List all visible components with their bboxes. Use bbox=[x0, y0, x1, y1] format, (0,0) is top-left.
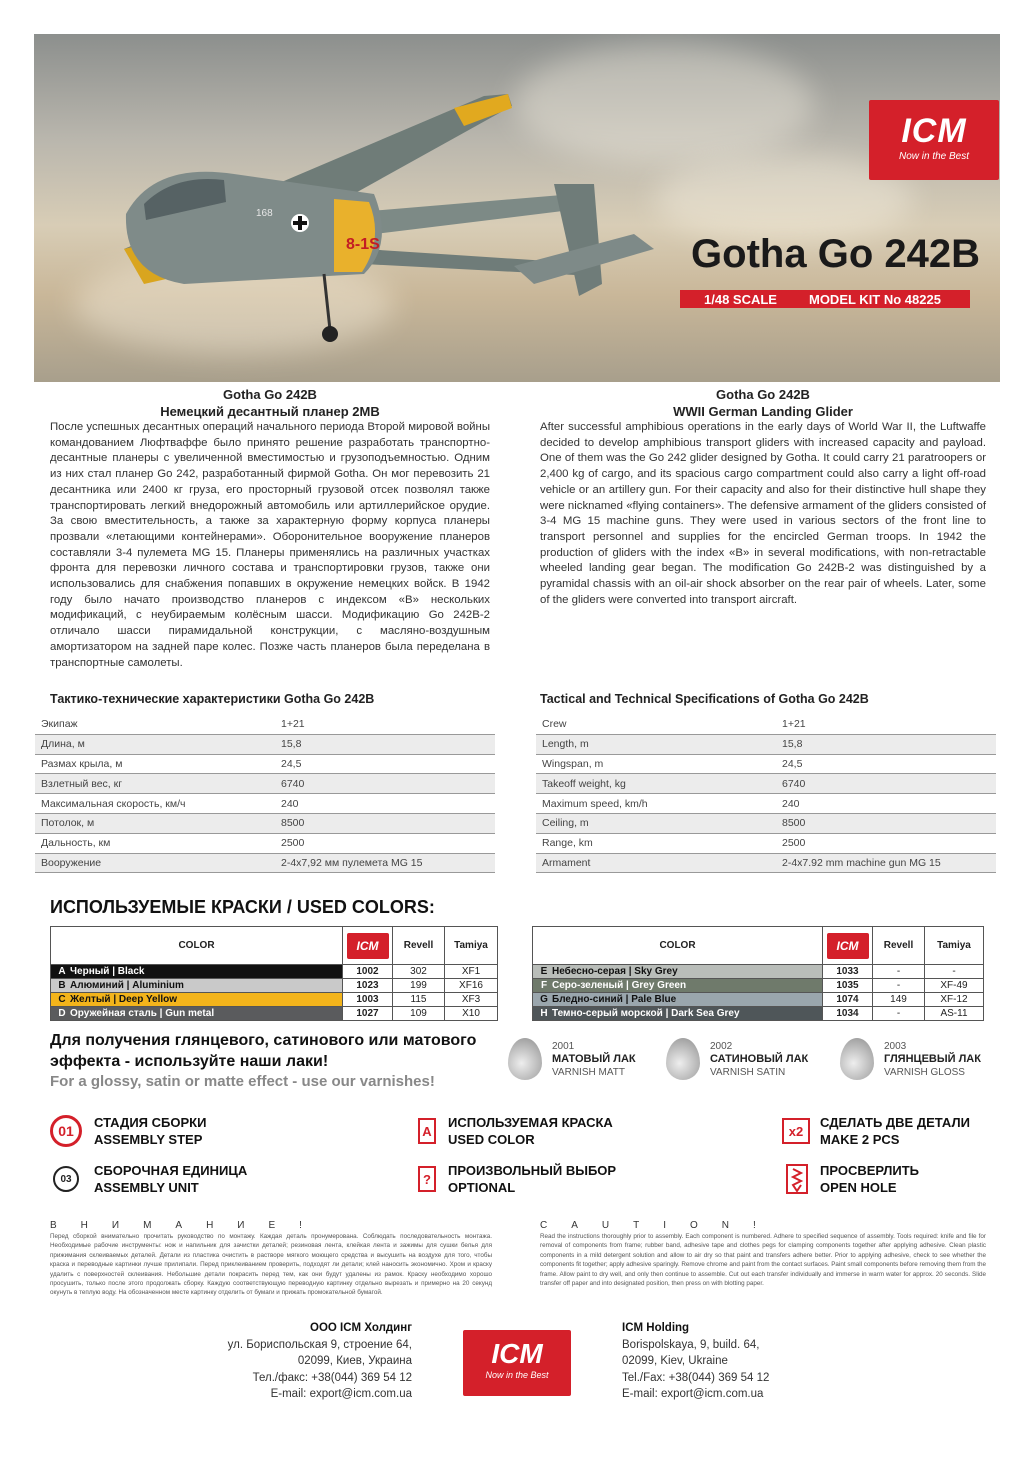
spec-key: Crew bbox=[542, 718, 567, 731]
en-spec-table bbox=[536, 715, 996, 873]
color-letter-icon: A bbox=[418, 1118, 436, 1144]
color-row bbox=[51, 979, 498, 993]
email: E-mail: export@icm.com.ua bbox=[622, 1388, 764, 1400]
color-swatch-name bbox=[51, 1007, 343, 1021]
address-en bbox=[622, 1320, 852, 1403]
legend-en: MAKE 2 PCS bbox=[820, 1132, 900, 1147]
icm-col-header bbox=[343, 927, 393, 965]
spec-row bbox=[536, 794, 996, 814]
logo-text: ICM bbox=[491, 1338, 543, 1369]
address-ru bbox=[200, 1320, 412, 1403]
spec-value: 15,8 bbox=[782, 738, 803, 751]
spec-key: Вооружение bbox=[41, 856, 102, 869]
varnish-ru: ГЛЯНЦЕВЫЙ ЛАК bbox=[884, 1053, 981, 1065]
warning-heading-ru: ВНИМАНИЕ! bbox=[50, 1220, 326, 1231]
spec-value: 240 bbox=[281, 797, 299, 810]
legend-assembly-step bbox=[50, 1114, 206, 1148]
color-row bbox=[51, 993, 498, 1007]
color-icm-code: 1034 bbox=[823, 1007, 873, 1021]
varnish-code: 2002 bbox=[710, 1041, 733, 1052]
ru-title: Gotha Go 242B bbox=[223, 387, 317, 402]
legend-en: ASSEMBLY STEP bbox=[94, 1132, 203, 1147]
color-letter: B bbox=[58, 980, 66, 991]
used-colors-heading: ИСПОЛЬЗУЕМЫЕ КРАСКИ / USED COLORS: bbox=[50, 897, 435, 917]
spec-row bbox=[536, 755, 996, 775]
ru-subtitle: Немецкий десантный планер 2МВ bbox=[160, 404, 380, 419]
en-heading bbox=[540, 386, 986, 420]
address-line: ул. Бориспольская 9, строение 64, bbox=[227, 1338, 412, 1351]
varnish-ru: САТИНОВЫЙ ЛАК bbox=[710, 1053, 809, 1065]
color-letter: H bbox=[540, 1008, 548, 1019]
spec-row bbox=[536, 735, 996, 755]
varnish-satin-label bbox=[710, 1040, 808, 1079]
varnish-note-ru: Для получения глянцевого, сатинового или матового эффекта - используйте наши лаки! bbox=[50, 1032, 477, 1070]
varnish-matt-drop-icon bbox=[508, 1038, 542, 1080]
color-tamiya-code: AS-11 bbox=[925, 1007, 984, 1021]
spec-key: Максимальная скорость, км/ч bbox=[41, 797, 186, 810]
company-ru: ООО ICM Холдинг bbox=[310, 1322, 412, 1334]
en-subtitle: WWII German Landing Glider bbox=[673, 404, 853, 419]
spec-row bbox=[35, 774, 495, 794]
color-name: Алюминий | Aluminium bbox=[70, 980, 184, 991]
color-table-left bbox=[50, 926, 498, 1021]
varnish-matt-label bbox=[552, 1040, 636, 1079]
logo-text: ICM bbox=[901, 112, 967, 150]
ru-heading bbox=[50, 386, 490, 420]
spec-row bbox=[35, 814, 495, 834]
email: E-mail: export@icm.com.ua bbox=[270, 1388, 412, 1400]
color-letter: A bbox=[58, 966, 66, 977]
color-revell-code: 115 bbox=[393, 993, 445, 1007]
color-letter: G bbox=[540, 994, 548, 1005]
spec-row bbox=[536, 854, 996, 874]
legend-make-two bbox=[782, 1114, 970, 1148]
spec-key: Length, m bbox=[542, 738, 589, 751]
legend-text bbox=[448, 1114, 613, 1148]
color-revell-code: 302 bbox=[393, 965, 445, 979]
spec-value: 6740 bbox=[281, 777, 305, 790]
spec-key: Размах крыла, м bbox=[41, 757, 123, 770]
color-name: Черный | Black bbox=[70, 966, 145, 977]
spec-key: Range, km bbox=[542, 837, 593, 850]
legend-en: OPTIONAL bbox=[448, 1180, 516, 1195]
spec-value: 2-4x7.92 mm machine gun MG 15 bbox=[782, 856, 941, 869]
drill-icon bbox=[786, 1164, 808, 1194]
spec-value: 1+21 bbox=[782, 718, 806, 731]
legend-ru: ИСПОЛЬЗУЕМАЯ КРАСКА bbox=[448, 1115, 613, 1130]
page-title: Gotha Go 242B bbox=[691, 232, 980, 276]
legend-text bbox=[94, 1162, 247, 1196]
legend-open-hole bbox=[786, 1162, 919, 1196]
address-line: Borispolskaya, 9, build. 64, bbox=[622, 1338, 760, 1351]
legend-ru: СДЕЛАТЬ ДВЕ ДЕТАЛИ bbox=[820, 1115, 970, 1130]
tamiya-col-header: Tamiya bbox=[925, 927, 984, 965]
color-name: Небесно-серая | Sky Grey bbox=[552, 966, 678, 977]
revell-col-header: Revell bbox=[873, 927, 925, 965]
color-swatch-name bbox=[51, 979, 343, 993]
color-name: Бледно-синий | Pale Blue bbox=[552, 994, 677, 1005]
color-letter: E bbox=[540, 966, 548, 977]
varnish-satin-drop-icon bbox=[666, 1038, 700, 1080]
scale-label: 1/48 SCALE bbox=[704, 292, 777, 307]
icm-footer-logo bbox=[463, 1330, 571, 1396]
warning-text-en: Read the instructions thoroughly prior to assembly. Each component is numbered. Adhere to specified sequence of assembly. Tools required: knife and file for removal of components from frame; rubber band, adhesive tape and clothes pegs for clamping components together after applying adhesive. Clean plastic components in a mild detergent solution and allow to air dry so that paint and transfers adhere better. Prior to applying adhesive, check to see whether the components fit together; apply adhesive sparingly. Remove chrome and paint from the contact surfaces. Paint small components before removing them from the frame. Allow paint to dry well, and only then continue to assemble. Cut out each transfer individually and immerse in warm water for approx. 20 seconds. Slide transfer off paper and into designated position, then press on with blotting paper. bbox=[540, 1233, 986, 1288]
spec-key: Дальность, км bbox=[41, 837, 111, 850]
icm-col-header bbox=[823, 927, 873, 965]
ru-spec-table bbox=[35, 715, 495, 873]
spec-value: 15,8 bbox=[281, 738, 302, 751]
color-row bbox=[533, 993, 984, 1007]
color-swatch-name bbox=[533, 965, 823, 979]
color-swatch-name bbox=[51, 993, 343, 1007]
color-row bbox=[533, 965, 984, 979]
question-icon: ? bbox=[418, 1166, 436, 1192]
legend-en: OPEN HOLE bbox=[820, 1180, 897, 1195]
warning-text-ru: Перед сборкой внимательно прочитать руководство по монтажу. Каждая деталь пронумерована. Соблюдать последовательность монтажа. Необходимые рабочие инструменты: нож и напильник для зачистки деталей; резиновая лента, клейкая лента и зажимы для сушки белья для прижимания склеиваемых деталей. Детали из пластика очистить в растворе мягкого моющего средства и высушить на воздухе для того, чтобы краска и переводные картинки лучше прилипали. Перед приклеиванием проверить, подходят ли детали; клей наносить экономично. Хром и краску удалить с поверхностей склеивания. Небольшие детали покрасить перед тем, как они будут удалены из рамок. Краску необходимо хорошо просушить, только после этого продолжать сборку. Каждую соответствующую переводную картинку отдельно вырезать и примерно на 20 секунд окунуть в теплую воду. На обозначенном месте картинку отделить от бумаги и прижать промокательной бумагой. bbox=[50, 1233, 492, 1297]
color-letter: C bbox=[58, 994, 66, 1005]
varnish-code: 2003 bbox=[884, 1041, 907, 1052]
en-title: Gotha Go 242B bbox=[716, 387, 810, 402]
color-icm-code: 1035 bbox=[823, 979, 873, 993]
spec-row bbox=[536, 715, 996, 735]
spec-value: 6740 bbox=[782, 777, 806, 790]
legend-text bbox=[448, 1162, 616, 1196]
company-en: ICM Holding bbox=[622, 1322, 690, 1334]
spec-row bbox=[536, 814, 996, 834]
legend-used-color bbox=[418, 1114, 613, 1148]
spec-row bbox=[536, 774, 996, 794]
spec-key: Armament bbox=[542, 856, 591, 869]
legend-assembly-unit bbox=[50, 1162, 247, 1196]
color-swatch-name bbox=[533, 1007, 823, 1021]
ru-spec-title: Тактико-технические характеристики Gotha Go 242B bbox=[50, 692, 375, 706]
color-revell-code: 199 bbox=[393, 979, 445, 993]
spec-row bbox=[35, 735, 495, 755]
spec-value: 24,5 bbox=[782, 757, 803, 770]
warning-heading-en: CAUTION! bbox=[540, 1220, 780, 1231]
legend-ru: ПРОСВЕРЛИТЬ bbox=[820, 1163, 920, 1178]
color-swatch-name bbox=[51, 965, 343, 979]
spec-row bbox=[35, 834, 495, 854]
revell-col-header: Revell bbox=[393, 927, 445, 965]
icm-mini-logo: ICM bbox=[347, 933, 389, 959]
color-name: Серо-зеленый | Grey Green bbox=[552, 980, 687, 991]
spec-row bbox=[35, 715, 495, 735]
fuselage-number: 168 bbox=[256, 208, 273, 219]
color-revell-code: - bbox=[873, 1007, 925, 1021]
x2-icon: x2 bbox=[782, 1118, 810, 1144]
spec-row bbox=[35, 794, 495, 814]
address-line: 02099, Киев, Украина bbox=[297, 1355, 412, 1367]
spec-key: Wingspan, m bbox=[542, 757, 604, 770]
color-icm-code: 1003 bbox=[343, 993, 393, 1007]
icm-mini-logo: ICM bbox=[827, 933, 869, 959]
spec-value: 240 bbox=[782, 797, 800, 810]
varnish-ru: МАТОВЫЙ ЛАК bbox=[552, 1053, 636, 1065]
legend-text bbox=[94, 1114, 206, 1148]
color-icm-code: 1027 bbox=[343, 1007, 393, 1021]
logo-slogan: Now in the Best bbox=[485, 1370, 549, 1380]
logo-slogan: Now in the Best bbox=[898, 151, 970, 162]
color-icm-code: 1074 bbox=[823, 993, 873, 1007]
spec-key: Длина, м bbox=[41, 738, 85, 751]
legend-text bbox=[820, 1162, 919, 1196]
spec-key: Экипаж bbox=[41, 718, 78, 731]
kit-number: MODEL KIT No 48225 bbox=[808, 292, 941, 307]
color-row bbox=[51, 965, 498, 979]
varnish-en: VARNISH GLOSS bbox=[884, 1067, 965, 1078]
spec-key: Maximum speed, km/h bbox=[542, 797, 648, 810]
spec-value: 2500 bbox=[281, 837, 305, 850]
color-tamiya-code: XF-49 bbox=[925, 979, 984, 993]
color-swatch-name bbox=[533, 979, 823, 993]
legend-ru: СТАДИЯ СБОРКИ bbox=[94, 1115, 207, 1130]
varnish-gloss-label bbox=[884, 1040, 981, 1079]
spec-row bbox=[35, 755, 495, 775]
legend-optional bbox=[418, 1162, 616, 1196]
color-letter: D bbox=[58, 1008, 66, 1019]
color-tamiya-code: XF1 bbox=[445, 965, 498, 979]
color-icm-code: 1033 bbox=[823, 965, 873, 979]
scale-bar bbox=[680, 290, 970, 308]
color-icm-code: 1023 bbox=[343, 979, 393, 993]
color-row bbox=[51, 1007, 498, 1021]
spec-value: 1+21 bbox=[281, 718, 305, 731]
varnish-gloss-drop-icon bbox=[840, 1038, 874, 1080]
box-art bbox=[34, 34, 1000, 382]
legend-en: ASSEMBLY UNIT bbox=[94, 1180, 199, 1195]
color-revell-code: 149 bbox=[873, 993, 925, 1007]
spec-value: 24,5 bbox=[281, 757, 302, 770]
spec-key: Взлетный вес, кг bbox=[41, 777, 123, 790]
varnish-en: VARNISH SATIN bbox=[710, 1067, 786, 1078]
tamiya-col-header: Tamiya bbox=[445, 927, 498, 965]
color-tamiya-code: - bbox=[925, 965, 984, 979]
color-name: Оружейная сталь | Gun metal bbox=[70, 1008, 215, 1019]
icm-logo bbox=[869, 100, 999, 180]
spec-row bbox=[35, 854, 495, 874]
color-tamiya-code: XF-12 bbox=[925, 993, 984, 1007]
legend-text bbox=[820, 1114, 970, 1148]
en-spec-title: Tactical and Technical Specifications of Gotha Go 242B bbox=[540, 692, 869, 706]
color-revell-code: - bbox=[873, 979, 925, 993]
fuselage-marking: 8-1S bbox=[346, 236, 380, 253]
varnish-note-en: For a glossy, satin or matte effect - use our varnishes! bbox=[50, 1073, 435, 1090]
color-tamiya-code: XF16 bbox=[445, 979, 498, 993]
varnish-en: VARNISH MATT bbox=[552, 1067, 625, 1078]
legend-ru: СБОРОЧНАЯ ЕДИНИЦА bbox=[94, 1163, 248, 1178]
legend-ru: ПРОИЗВОЛЬНЫЙ ВЫБОР bbox=[448, 1163, 617, 1178]
spec-value: 2500 bbox=[782, 837, 806, 850]
color-tamiya-code: XF3 bbox=[445, 993, 498, 1007]
color-revell-code: 109 bbox=[393, 1007, 445, 1021]
color-col-header: COLOR bbox=[533, 927, 823, 965]
spec-value: 2-4х7,92 мм пулемета MG 15 bbox=[281, 856, 423, 869]
step-number-icon: 01 bbox=[50, 1115, 82, 1147]
address-line: 02099, Kiev, Ukraine bbox=[622, 1355, 728, 1367]
color-row bbox=[533, 1007, 984, 1021]
color-icm-code: 1002 bbox=[343, 965, 393, 979]
spec-value: 8500 bbox=[782, 817, 806, 830]
en-description: After successful amphibious operations in the early days of World War II, the Luftwaffe decided to develop amphibious transport gliders with increased capacity and payload. One of them was the Go 242 glider designed by Gotha. It could carry 21 paratroopers or 2,400 kg of cargo, and its spacious cargo compartment could also carry a light off-road vehicle or an artillery gun. For their capacity and also for their distinctive hull shape they were nicknamed «flying containers». The defensive armament of the gliders consisted of 3-4 MG 15 machine guns. They were used in various sectors of the front line to transport personnel and supplies for the encircled German troops. In 1942 the production of gliders with the index «B» in several modifications, with non-retractable wheeled landing gear began. The modification Go 242B-2 was distinguished by a pyramidal chassis with an oil-air shock absorber on the rear pair of wheels. Later, some of the gliders were converted into transport aircraft. bbox=[540, 421, 986, 606]
spec-key: Takeoff weight, kg bbox=[542, 777, 626, 790]
phone: Тел./факс: +38(044) 369 54 12 bbox=[252, 1371, 412, 1384]
spec-key: Ceiling, m bbox=[542, 817, 589, 830]
varnish-code: 2001 bbox=[552, 1041, 575, 1052]
color-name: Желтый | Deep Yellow bbox=[70, 994, 178, 1005]
spec-value: 8500 bbox=[281, 817, 305, 830]
color-revell-code: - bbox=[873, 965, 925, 979]
spec-row bbox=[536, 834, 996, 854]
color-name: Темно-серый морской | Dark Sea Grey bbox=[552, 1008, 740, 1019]
color-table-right bbox=[532, 926, 984, 1021]
color-swatch-name bbox=[533, 993, 823, 1007]
phone: Tel./Fax: +38(044) 369 54 12 bbox=[622, 1371, 770, 1384]
color-col-header: COLOR bbox=[51, 927, 343, 965]
legend-en: USED COLOR bbox=[448, 1132, 535, 1147]
spec-key: Потолок, м bbox=[41, 817, 95, 830]
color-row bbox=[533, 979, 984, 993]
color-letter: F bbox=[540, 980, 548, 991]
glider-illustration bbox=[34, 34, 1000, 382]
ru-description: После успешных десантных операций начального периода Второй мировой войны командованием Люфтваффе было принято решение разработать транспортно-десантные планеры с увеличенной вместимостью и грузоподъемностью. Одним из них стал планер Go 242, разработанный фирмой Gotha. Он мог перевозить 21 десантника или 2400 кг груза, его просторный грузовой отсек позволял также транспортировать легкий внедорожный автомобиль или артиллерийское орудие. За свою вместительность, а также за характерную форму корпуса планеры прозвали «летающими контейнерами». Оборонительное вооружение планеров составляли 3-4 пулемета MG 15. Планеры применялись на различных участках фронта для перевозки личного состава и транспортировки грузов, также они использовались для снабжения попавших в окружение немецких войск. В 1942 году было начато производство планеров с индексом «B» нескольких модификаций, с неубираемым колёсным шасси. Модификацию Go 242B-2 отличало шасси пирамидальной конструкции, с масляно-воздушным амортизатором на задней паре колес. Позже часть планеров была переделана в транспортные самолеты. bbox=[50, 421, 490, 669]
color-tamiya-code: X10 bbox=[445, 1007, 498, 1021]
unit-number-icon: 03 bbox=[53, 1166, 79, 1192]
